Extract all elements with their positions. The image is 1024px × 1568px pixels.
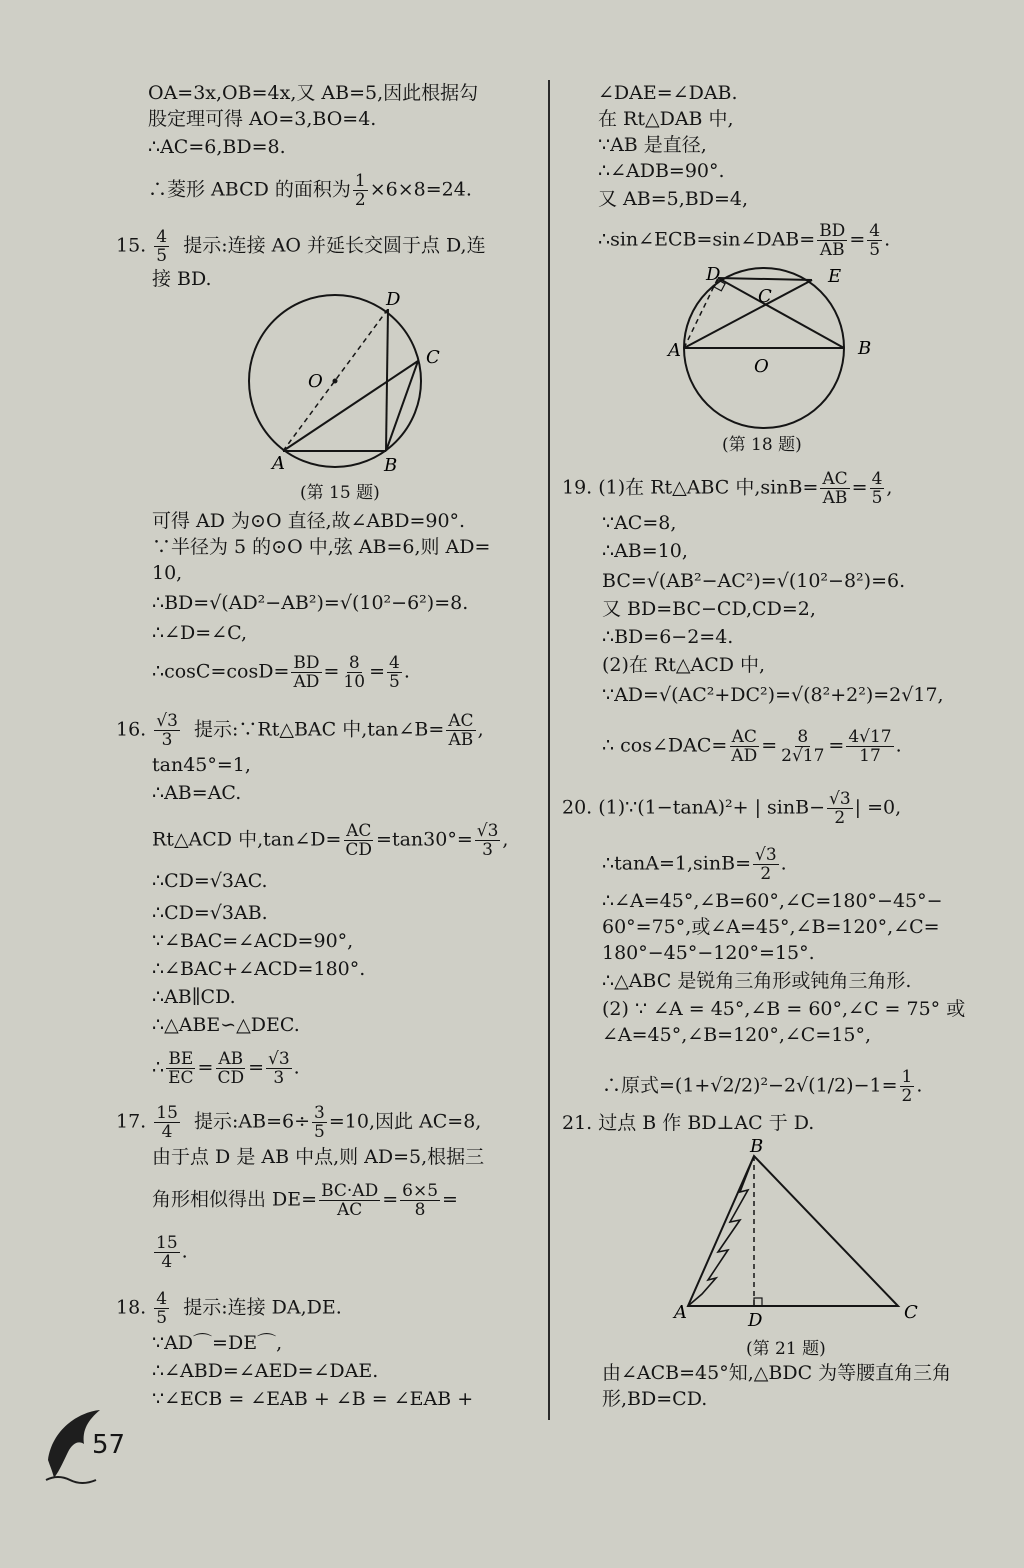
text-line: ∴AC=6,BD=8. <box>148 136 286 158</box>
num: 4 <box>871 469 883 489</box>
text: ∴ cos∠DAC= <box>602 734 728 757</box>
fraction <box>475 822 501 859</box>
num: AC <box>448 711 474 731</box>
text-line <box>148 172 472 209</box>
text: (1)在 Rt△ABC 中,sinB= <box>598 476 819 499</box>
text-line: 可得 AD 为⊙O 直径,故∠ABD=90°. <box>152 510 466 532</box>
question-15 <box>116 228 486 265</box>
text-line: 由于点 D 是 AB 中点,则 AD=5,根据三 <box>152 1146 485 1168</box>
label-d: D <box>706 264 721 285</box>
text-line: 形,BD=CD. <box>602 1388 708 1410</box>
num: AB <box>218 1049 244 1069</box>
fraction <box>312 1104 327 1141</box>
chord-ac <box>283 361 418 451</box>
text-line: ∴∠ABD=∠AED=∠DAE. <box>152 1360 379 1382</box>
qnum: 21. <box>562 1112 593 1134</box>
den: 5 <box>388 672 400 692</box>
fraction <box>753 846 779 883</box>
den: AB <box>822 488 848 508</box>
text-line: 60°=75°,或∠A=45°,∠B=120°,∠C= <box>602 916 940 938</box>
label-c: C <box>904 1302 918 1323</box>
num: 1 <box>901 1067 913 1087</box>
fraction <box>867 222 882 259</box>
num: 1 <box>354 171 366 191</box>
den: 3 <box>161 730 173 750</box>
fraction <box>154 228 169 265</box>
qnum: 15. <box>116 234 147 257</box>
fraction <box>870 470 885 507</box>
fraction <box>846 728 893 765</box>
caption-18: (第 18 题) <box>722 435 802 455</box>
fraction <box>400 1182 440 1219</box>
text: 角形相似得出 DE= <box>152 1188 318 1211</box>
column-divider <box>548 80 550 1420</box>
chord-ae <box>684 280 812 348</box>
num: √3 <box>156 711 178 731</box>
qnum: 19. <box>562 476 593 499</box>
num: 8 <box>348 653 360 673</box>
text-line: ∠DAE=∠DAB. <box>598 82 738 104</box>
den: AB <box>819 240 845 260</box>
text-line: ∵∠ECB = ∠EAB + ∠B = ∠EAB + <box>152 1388 474 1410</box>
label-b: B <box>858 338 872 359</box>
den: 8 <box>414 1200 426 1220</box>
num: BD <box>293 653 320 673</box>
text-line: OA=3x,OB=4x,又 AB=5,因此根据勾 <box>148 82 479 104</box>
text-line: ∴tanA=1,sinB= $\frac{√3}{2}$ . <box>602 845 787 884</box>
text: | =0, <box>854 796 902 819</box>
den: CD <box>345 840 373 860</box>
den: 2 <box>901 1086 913 1106</box>
text-line: ∴ cos∠DAC= $\frac{AC}{AD}$ = $\frac{8}{2√17}$ = $\frac{4√17}{17}$ . <box>602 727 902 766</box>
fraction <box>343 822 374 859</box>
num: √3 <box>476 821 499 841</box>
fraction <box>319 1182 380 1219</box>
num: 3 <box>314 1103 325 1123</box>
fraction <box>341 654 367 691</box>
qnum: 18. <box>116 1296 147 1319</box>
label-b: B <box>750 1136 764 1157</box>
text: (1)∵(1−tanA)²+ | sinB− <box>598 796 825 819</box>
hint: 提示:AB=6÷ <box>194 1110 311 1133</box>
num: BC·AD <box>321 1181 379 1201</box>
text-line: 又 BD=BC−CD,CD=2, <box>602 598 816 620</box>
text-line: tan45°=1, <box>152 754 251 776</box>
num: 4 <box>156 227 168 247</box>
text: ∴原式=(1+√2/2)²−2√(1/2)−1= <box>602 1074 898 1097</box>
text-line: ∴∠ADB=90°. <box>598 160 725 182</box>
den: 5 <box>156 1308 168 1328</box>
chord-de <box>718 278 812 280</box>
caption-15: (第 15 题) <box>300 483 380 503</box>
triangle-abc <box>688 1156 898 1306</box>
num: BD <box>819 221 846 241</box>
fraction <box>900 1068 915 1105</box>
fraction <box>154 1104 180 1141</box>
den: 3 <box>482 840 493 860</box>
text-line: ∠A=45°,∠B=120°,∠C=15°, <box>602 1024 871 1046</box>
num: 4 <box>156 1289 168 1309</box>
label-o: O <box>308 371 323 392</box>
text: ∴tanA=1,sinB= <box>602 852 752 875</box>
num: 4 <box>869 221 881 241</box>
den: 2 <box>354 190 366 210</box>
text: ∴ <box>152 1056 165 1079</box>
text: ∴菱形 ABCD 的面积为 <box>148 178 351 201</box>
den: 17 <box>859 746 881 766</box>
text-line: ∵AD⌒=DE⌒, <box>152 1332 283 1354</box>
text-line: ∴∠A=45°,∠B=60°,∠C=180°−45°− <box>602 890 943 912</box>
den: 5 <box>156 246 168 266</box>
qnum: 16. <box>116 718 147 741</box>
text: =10,因此 AC=8, <box>328 1110 482 1133</box>
num: 15 <box>156 1233 178 1253</box>
text-line: ∴cosC=cosD= $\frac{BD}{AD}$ = $\frac{8}{10}$ = $\frac{4}{5}$ . <box>152 653 410 692</box>
num: AC <box>346 821 372 841</box>
fraction <box>779 728 826 765</box>
den: 3 <box>273 1068 285 1088</box>
label-e: E <box>828 266 842 287</box>
fraction <box>827 790 853 827</box>
den: AD <box>293 672 320 692</box>
text-line: 角形相似得出 DE= $\frac{BC\cdot AD}{AC}$ = $\frac{6\times 5}{8}$ = <box>152 1181 458 1220</box>
text: ×6×8=24. <box>369 178 472 201</box>
text-line: ∴AB=AC. <box>152 782 242 804</box>
text-line: ∴AB=10, <box>602 540 688 562</box>
text-line: 180°−45°−120°=15°. <box>602 942 815 964</box>
fraction <box>154 1234 180 1271</box>
page-number: 57 <box>92 1430 126 1460</box>
text-line: ∴CD=√3AB. <box>152 902 268 924</box>
text-line: (2)在 Rt△ACD 中, <box>602 654 766 676</box>
text-line: 又 AB=5,BD=4, <box>598 188 749 210</box>
text-line: ∴△ABE∽△DEC. <box>152 1014 300 1036</box>
question-18 <box>116 1290 342 1327</box>
chord-ad <box>684 278 718 348</box>
fraction <box>154 1290 169 1327</box>
den: AC <box>337 1200 363 1220</box>
text-line: $\frac{15}{4}$ . <box>156 1233 188 1272</box>
figure-15 <box>240 285 440 495</box>
right-angle-mark <box>754 1298 762 1306</box>
fraction <box>353 172 368 209</box>
num: 4√17 <box>848 727 892 747</box>
question-17 <box>116 1104 481 1141</box>
text-line: ∴CD=√3AC. <box>152 870 268 892</box>
fraction <box>387 654 402 691</box>
text-line: ∴sin∠ECB=sin∠DAB= $\frac{BD}{AB}$ = $\frac{4}{5}$ . <box>598 221 891 260</box>
text-line: ∵∠BAC=∠ACD=90°, <box>152 930 354 952</box>
hint: 提示:∵Rt△BAC 中,tan∠B= <box>194 718 445 741</box>
fraction <box>817 222 847 259</box>
text: ∴cosC=cosD= <box>152 660 290 683</box>
den: EC <box>168 1068 194 1088</box>
label-d: D <box>748 1310 763 1331</box>
text: ∴sin∠ECB=sin∠DAB= <box>598 228 816 251</box>
fraction <box>154 712 180 749</box>
text-line: ∴AB∥CD. <box>152 986 236 1008</box>
chord-db <box>718 278 844 348</box>
text-line: ∴∠D=∠C, <box>152 622 247 644</box>
question-19: 19. (1)在 Rt△ABC 中,sinB= $\frac{AC}{AB}$ = $\frac{4}{5}$ , <box>562 469 893 508</box>
figure-18 <box>660 260 890 432</box>
text-line: BC=√(AB²−AC²)=√(10²−8²)=6. <box>602 570 906 592</box>
question-16: 16. $\frac{√3}{3}$ 提示:∵Rt△BAC 中,tan∠B= $\frac{AC}{AB}$ , <box>116 711 484 750</box>
num: AC <box>822 469 848 489</box>
label-a: A <box>272 453 285 474</box>
den: CD <box>217 1068 245 1088</box>
text-line: 10, <box>152 562 183 584</box>
center-point <box>333 379 338 384</box>
num: √3 <box>755 845 777 865</box>
chord-bc <box>386 361 418 451</box>
den: AB <box>448 730 474 750</box>
figure-21 <box>670 1132 930 1332</box>
text-line: 接 BD. <box>152 268 212 290</box>
text-line: ∴ $\frac{BE}{EC}$ = $\frac{AB}{CD}$ = $\frac{√3}{3}$ . <box>152 1049 300 1088</box>
hint: 提示:连接 DA,DE. <box>183 1296 342 1319</box>
fraction <box>820 470 849 507</box>
text-line: ∵半径为 5 的⊙O 中,弦 AB=6,则 AD= <box>152 536 491 558</box>
text-line: ∵AD=√(AC²+DC²)=√(8²+2²)=2√17, <box>602 684 944 706</box>
text-line: ∴∠BAC+∠ACD=180°. <box>152 958 366 980</box>
den: 5 <box>871 488 883 508</box>
den: 10 <box>343 672 366 692</box>
qnum: 20. <box>562 796 593 819</box>
fraction <box>291 654 321 691</box>
num: 6×5 <box>402 1181 439 1201</box>
den: 2 <box>760 864 772 884</box>
num: AC <box>731 727 757 747</box>
fraction <box>729 728 759 765</box>
num: BE <box>168 1049 194 1069</box>
text-line: (2) ∵ ∠A = 45°,∠B = 60°,∠C = 75° 或 <box>602 998 966 1020</box>
den: 2√17 <box>781 746 825 766</box>
label-c: C <box>758 286 772 307</box>
den: AD <box>731 746 758 766</box>
text: =tan30°= <box>376 828 473 851</box>
text-line: ∵AC=8, <box>602 512 677 534</box>
num: 4 <box>388 653 400 673</box>
fraction <box>166 1050 195 1087</box>
label-b: B <box>384 455 398 476</box>
label-d: D <box>386 289 401 310</box>
fraction <box>215 1050 246 1087</box>
text: Rt△ACD 中,tan∠D= <box>152 828 342 851</box>
label-a: A <box>674 1302 687 1323</box>
text: 过点 B 作 BD⊥AC 于 D. <box>598 1112 815 1134</box>
num: 15 <box>156 1103 178 1123</box>
num: 8 <box>797 727 809 747</box>
text-line: ∴△ABC 是锐角三角形或钝角三角形. <box>602 970 912 992</box>
den: 2 <box>834 808 846 828</box>
text-line: 由∠ACB=45°知,△BDC 为等腰直角三角 <box>602 1362 952 1384</box>
text-line: 在 Rt△DAB 中, <box>598 108 734 130</box>
question-20 <box>562 790 901 827</box>
hint: 提示:连接 AO 并延长交圆于点 D,连 <box>183 234 486 257</box>
num: √3 <box>268 1049 290 1069</box>
den: 4 <box>161 1252 173 1272</box>
text-line: ∵AB 是直径, <box>598 134 707 156</box>
text-line: ∴BD=6−2=4. <box>602 626 734 648</box>
text-line: ∴BD=√(AD²−AB²)=√(10²−6²)=8. <box>152 592 469 614</box>
qnum: 17. <box>116 1110 147 1133</box>
label-c: C <box>426 347 440 368</box>
num: √3 <box>829 789 851 809</box>
den: 5 <box>869 240 881 260</box>
chord-bd <box>386 309 388 451</box>
fraction <box>266 1050 292 1087</box>
den: 5 <box>314 1122 325 1142</box>
text-line: Rt△ACD 中,tan∠D= $\frac{AC}{CD}$ =tan30°= $\frac{√3}{3}$ , <box>152 821 509 860</box>
text-line: 股定理可得 AO=3,BO=4. <box>148 108 377 130</box>
caption-21: (第 21 题) <box>746 1339 826 1359</box>
label-a: A <box>668 340 681 361</box>
den: 4 <box>161 1122 173 1142</box>
fraction <box>446 712 475 749</box>
text-line: ∴原式=(1+√2/2)²−2√(1/2)−1= $\frac{1}{2}$ . <box>602 1067 923 1106</box>
label-o: O <box>754 356 769 377</box>
